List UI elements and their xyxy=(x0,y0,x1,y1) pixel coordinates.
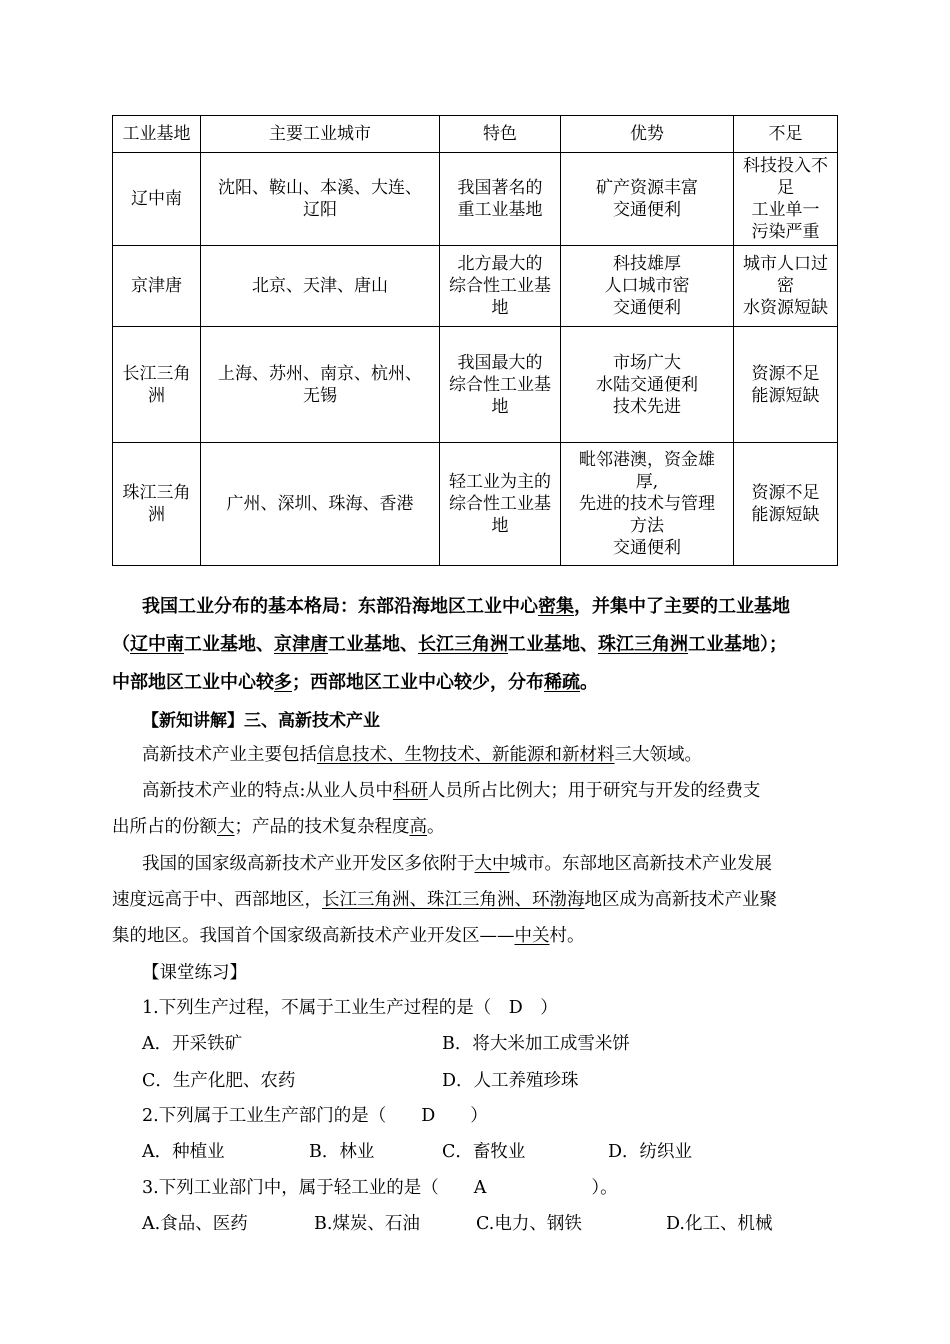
paragraph-features-line-1 xyxy=(142,777,760,802)
underline-text: 长江三角洲、珠江三角洲、环渤海 xyxy=(322,890,585,910)
pattern-underline: 长江三角洲 xyxy=(418,634,508,655)
underline-text: 信息技术、生物技术、新能源和新材料 xyxy=(317,745,615,765)
text: 三大领域。 xyxy=(614,745,702,765)
cell-advantage: 矿产资源丰富 交通便利 xyxy=(561,153,734,246)
underline-text: 大中 xyxy=(474,854,510,874)
table-row xyxy=(113,327,838,443)
pattern-text: 工业基地）； xyxy=(688,634,787,655)
text: 高新技术产业主要包括 xyxy=(142,745,317,765)
table-header-row xyxy=(113,116,838,153)
pattern-text: 工业基地、 xyxy=(508,634,598,655)
underline-text: 科研 xyxy=(392,781,428,801)
paragraph-features-line-2 xyxy=(112,813,445,838)
pattern-text: （ xyxy=(112,634,130,655)
paragraph-fields xyxy=(142,741,702,766)
practice-title: 【课堂练习】 xyxy=(142,963,247,983)
q1-option-b: B．将大米加工成雪米饼 xyxy=(442,1034,630,1054)
cell-shortage: 城市人口过 密 水资源短缺 xyxy=(734,246,838,327)
text: 城市。东部地区高新技术产业发展 xyxy=(509,854,772,874)
text: 人员所占比例大；用于研究与开发的经费支 xyxy=(427,781,761,801)
header-shortage: 不足 xyxy=(734,116,838,153)
pattern-text: 我国工业分布的基本格局：东部沿海地区工业中心 xyxy=(142,596,538,617)
pattern-underline: 珠江三角洲 xyxy=(598,634,688,655)
table-row xyxy=(113,443,838,566)
paragraph-zones-line-1 xyxy=(142,850,772,875)
question-2-stem: 2.下列属于工业生产部门的是（ D ） xyxy=(142,1106,488,1126)
q2-option-d: D．纺织业 xyxy=(608,1142,693,1162)
pattern-underline: 多 xyxy=(274,672,292,693)
text: ；产品的技术复杂程度 xyxy=(234,817,410,837)
header-cities: 主要工业城市 xyxy=(201,116,440,153)
pattern-underline: 京津唐 xyxy=(274,634,328,655)
table-row xyxy=(113,153,838,246)
cell-shortage: 资源不足 能源短缺 xyxy=(734,327,838,443)
text: 我国的国家级高新技术产业开发区多依附于 xyxy=(142,854,475,874)
section-title: 【新知讲解】三、高新技术产业 xyxy=(142,711,380,731)
q2-option-c: C．畜牧业 xyxy=(442,1142,526,1162)
q3-option-b: B.煤炭、石油 xyxy=(314,1214,420,1234)
question-3-stem: 3.下列工业部门中，属于轻工业的是（ A ）。 xyxy=(142,1178,618,1198)
text: 高新技术产业的特点:从业人员中 xyxy=(142,781,393,801)
cell-advantage: 毗邻港澳，资金雄 厚, 先进的技术与管理 方法 交通便利 xyxy=(561,443,734,566)
header-advantage: 优势 xyxy=(561,116,734,153)
pattern-text: 工业基地、 xyxy=(328,634,418,655)
pattern-text: 工业基地、 xyxy=(184,634,274,655)
question-1-stem: 1.下列生产过程，不属于工业生产过程的是（ D ） xyxy=(142,998,558,1018)
paragraph-zones-line-3 xyxy=(112,922,585,947)
cell-feature: 轻工业为主的 综合性工业基 地 xyxy=(440,443,561,566)
underline-text: 高 xyxy=(409,817,427,837)
q3-option-d: D.化工、机械 xyxy=(666,1214,773,1234)
header-base: 工业基地 xyxy=(113,116,201,153)
table-row xyxy=(113,246,838,327)
pattern-underline: 辽中南 xyxy=(130,634,184,655)
pattern-text: 中部地区工业中心较 xyxy=(112,672,274,693)
underline-text: 中关 xyxy=(514,926,550,946)
cell-base: 辽中南 xyxy=(113,153,201,246)
q2-option-b: B．林业 xyxy=(309,1142,375,1162)
pattern-line-1 xyxy=(142,592,790,618)
text: 速度远高于中、西部地区， xyxy=(112,890,322,910)
cell-base: 长江三角 洲 xyxy=(113,327,201,443)
pattern-text: 。 xyxy=(580,672,598,693)
cell-base: 京津唐 xyxy=(113,246,201,327)
text: 出所占的份额 xyxy=(112,817,217,837)
pattern-text: ，并集中了主要的工业基地 xyxy=(574,596,790,617)
pattern-line-3 xyxy=(112,668,598,694)
cell-base: 珠江三角 洲 xyxy=(113,443,201,566)
cell-feature: 北方最大的 综合性工业基 地 xyxy=(440,246,561,327)
q3-option-a: A.食品、医药 xyxy=(142,1214,248,1234)
paragraph-zones-line-2 xyxy=(112,886,777,911)
cell-cities: 沈阳、鞍山、本溪、大连、 辽阳 xyxy=(201,153,440,246)
pattern-underline: 密集 xyxy=(538,596,574,617)
text: 。 xyxy=(427,817,445,837)
cell-cities: 上海、苏州、南京、杭州、 无锡 xyxy=(201,327,440,443)
q1-option-a: A．开采铁矿 xyxy=(142,1034,243,1054)
cell-advantage: 市场广大 水陆交通便利 技术先进 xyxy=(561,327,734,443)
q1-option-c: C．生产化肥、农药 xyxy=(142,1071,296,1091)
pattern-line-2 xyxy=(112,630,787,656)
text: 村。 xyxy=(549,926,585,946)
q1-option-d: D．人工养殖珍珠 xyxy=(442,1071,579,1091)
text: 集的地区。我国首个国家级高新技术产业开发区—— xyxy=(112,926,515,946)
cell-cities: 北京、天津、唐山 xyxy=(201,246,440,327)
cell-advantage: 科技雄厚 人口城市密 交通便利 xyxy=(561,246,734,327)
pattern-text: ；西部地区工业中心较少，分布 xyxy=(292,672,544,693)
underline-text: 大 xyxy=(217,817,235,837)
cell-shortage: 资源不足 能源短缺 xyxy=(734,443,838,566)
q3-option-c: C.电力、钢铁 xyxy=(476,1214,582,1234)
pattern-underline: 稀疏 xyxy=(544,672,580,693)
cell-cities: 广州、深圳、珠海、香港 xyxy=(201,443,440,566)
cell-feature: 我国最大的 综合性工业基 地 xyxy=(440,327,561,443)
cell-shortage: 科技投入不 足 工业单一 污染严重 xyxy=(734,153,838,246)
industrial-bases-table xyxy=(112,115,838,566)
header-feature: 特色 xyxy=(440,116,561,153)
q2-option-a: A．种植业 xyxy=(142,1142,225,1162)
text: 地区成为高新技术产业聚 xyxy=(584,890,777,910)
cell-feature: 我国著名的 重工业基地 xyxy=(440,153,561,246)
